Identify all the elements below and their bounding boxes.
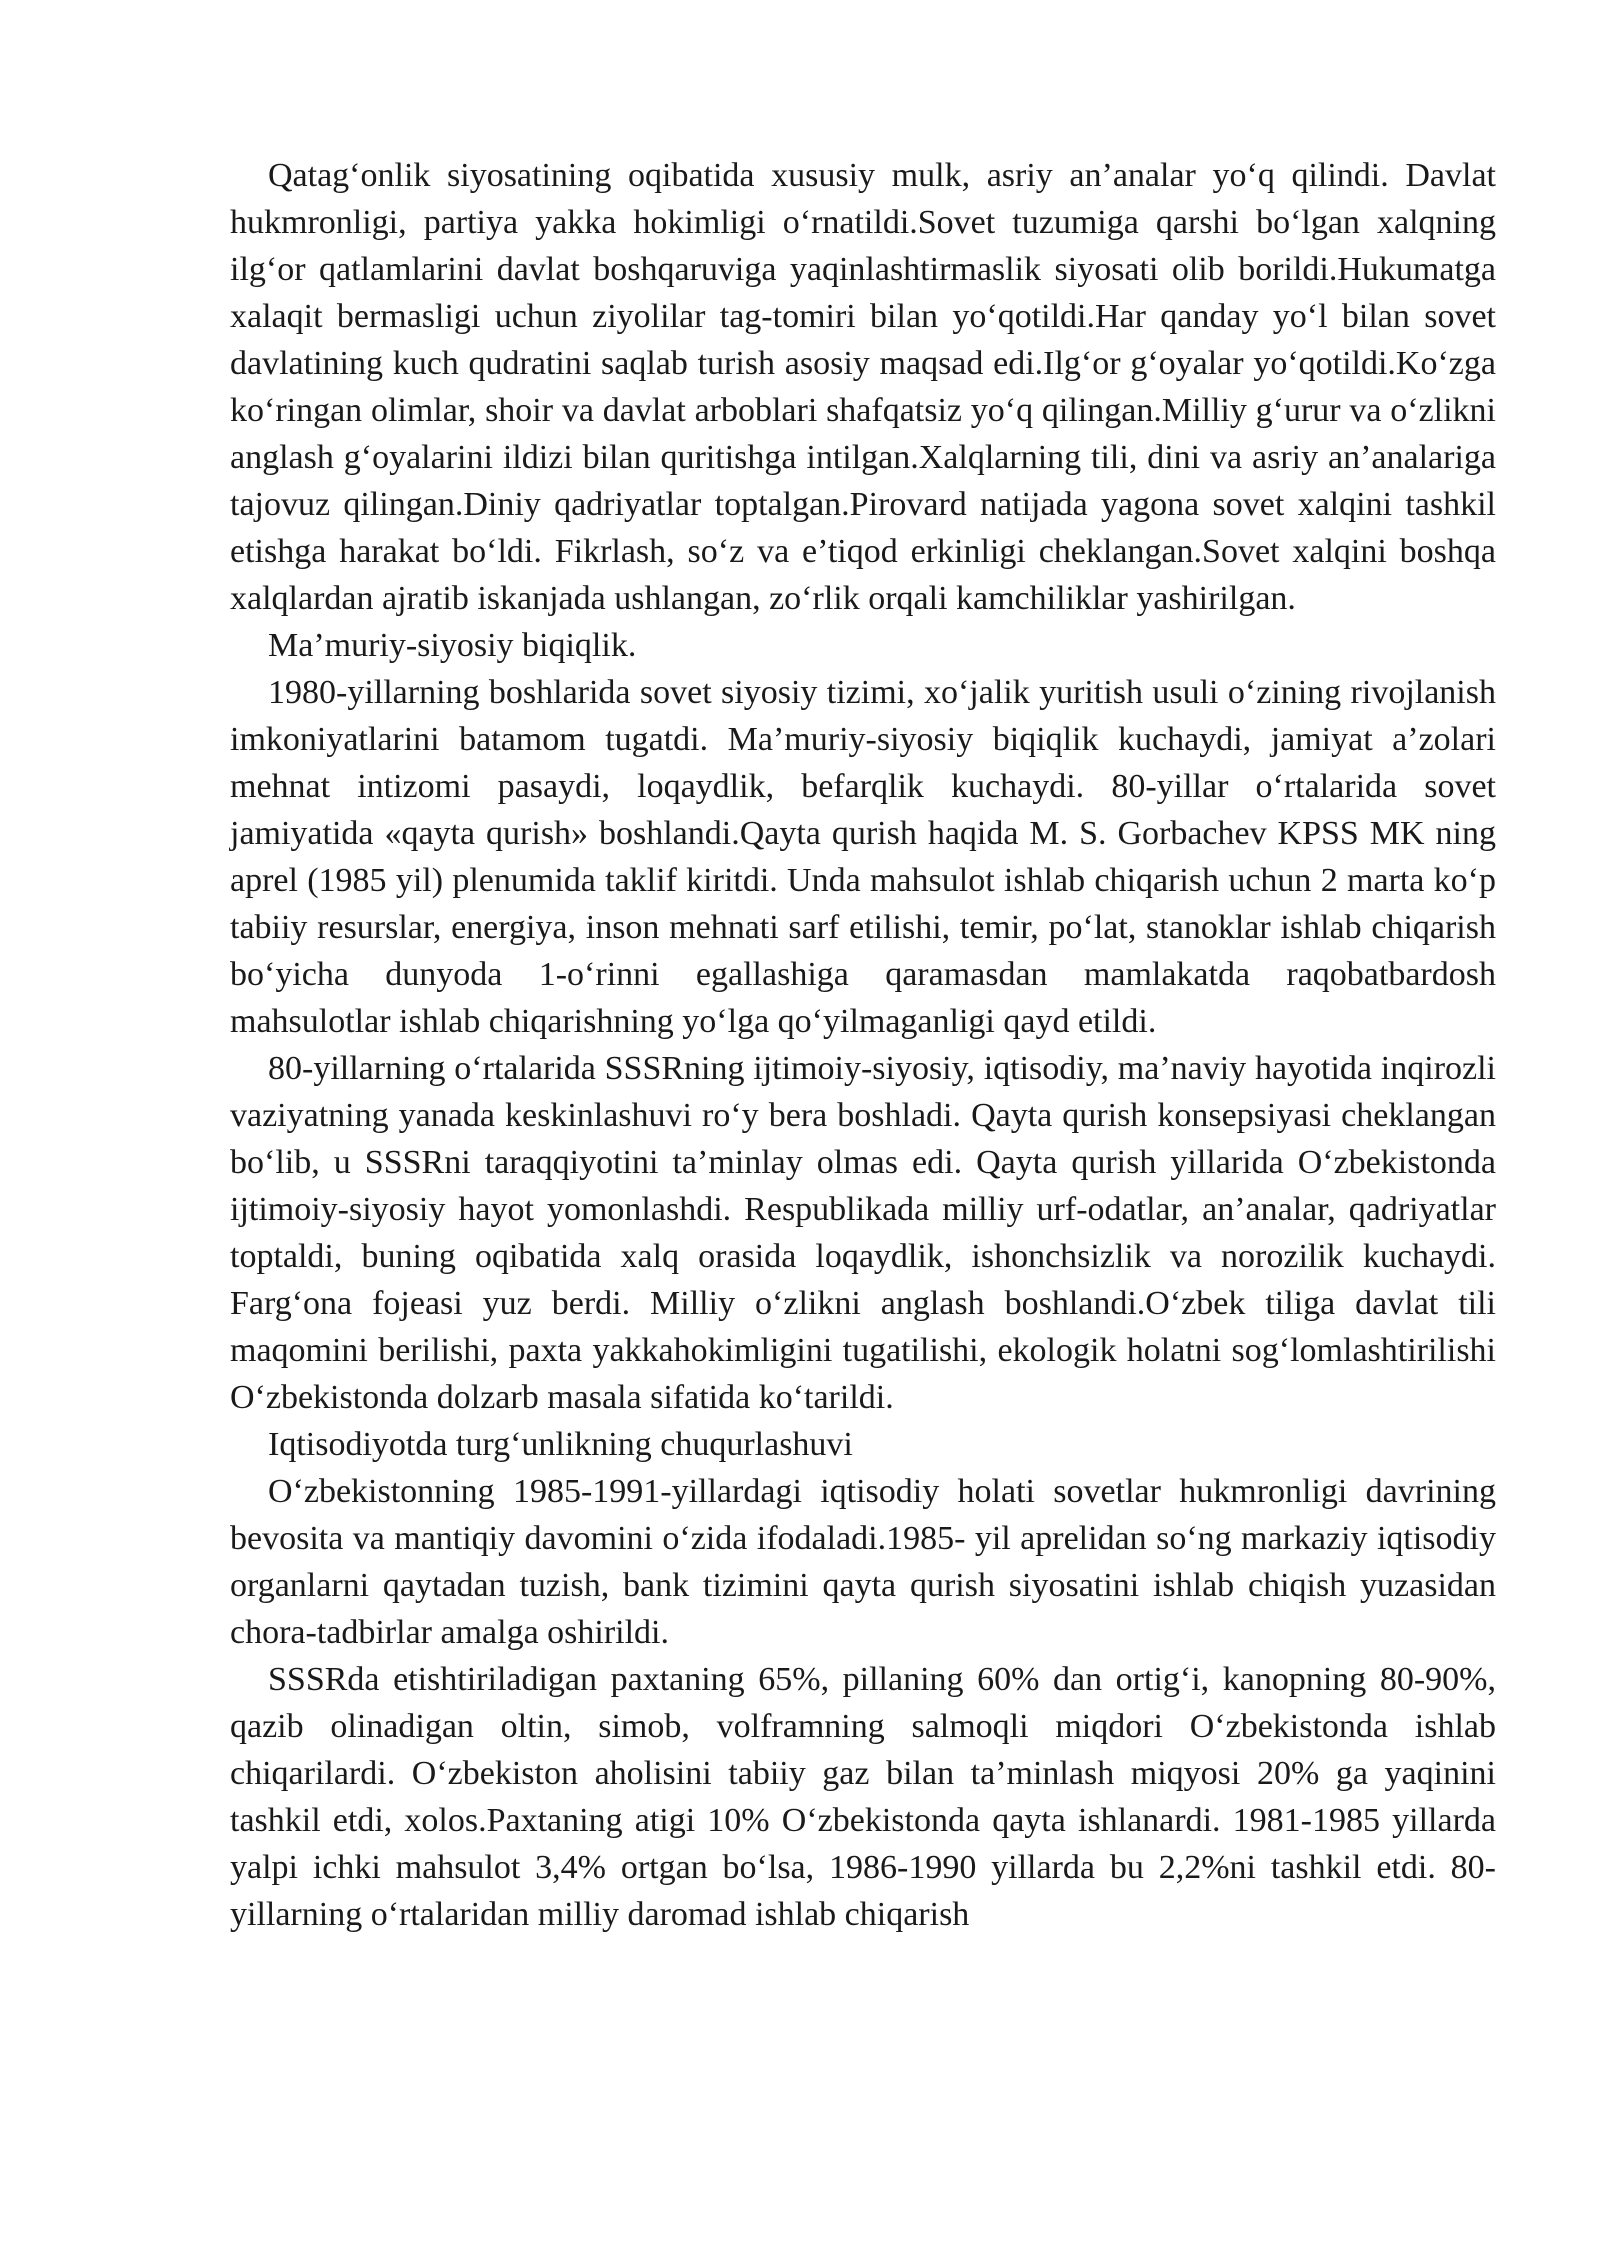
paragraph-production-statistics: SSSRda etishtiriladigan paxtaning 65%, pillaning 60% dan ortig‘i, kanopning 80-90%, qazib olinadigan oltin, simob, volframning salmoqli miqdori O‘zbekistonda ishlab chiqarilardi. O‘zbekiston aholisini tabiiy gaz bilan ta’minlash miqyosi 20% ga yaqinini tashkil etdi, xolos.Paxtaning atigi 10% O‘zbekistonda qayta ishlanardi. 1981-1985 yillarda yalpi ichki mahsulot 3,4% ortgan bo‘lsa, 1986-1990 yillarda bu 2,2%ni tashkil etdi. 80-yillarning o‘rtalaridan milliy daromad ishlab chiqarish <box>230 1661 1496 1933</box>
paragraph-repression-consequences: Qatag‘onlik siyosatining oqibatida xususiy mulk, asriy an’analar yo‘q qilindi. Davlat hukmronligi, partiya yakka hokimligi o‘rnatildi.Sovet tuzumiga qarshi bo‘lgan xalqning ilg‘or qatlamlarini davlat boshqaruviga yaqinlashtirmaslik siyosati olib borildi.Hukumatga xalaqit bermasligi uchun ziyolilar tag-tomiri bilan yo‘qotildi.Har qanday yo‘l bilan sovet davlatining kuch qudratini saqlab turish asosiy maqsad edi.Ilg‘or g‘oyalar yo‘qotildi.Ko‘zga ko‘ringan olimlar, shoir va davlat arboblari shafqatsiz yo‘q qilingan.Milliy g‘urur va o‘zlikni anglash g‘oyalarini ildizi bilan quritishga intilgan.Xalqlarning tili, dini va asriy an’analariga tajovuz qilingan.Diniy qadriyatlar toptalgan.Pirovard natijada yagona sovet xalqini tashkil etishga harakat bo‘ldi. Fikrlash, so‘z va e’tiqod erkinligi cheklangan.Sovet xalqini boshqa xalqlardan ajratib iskanjada ushlangan, zo‘rlik orqali kamchiliklar yashirilgan. <box>230 157 1496 617</box>
paragraph-1980s-perestroika: 1980-yillarning boshlarida sovet siyosiy tizimi, xo‘jalik yuritish usuli o‘zining rivojlanish imkoniyatlarini batamom tugatdi. Ma’muriy-siyosiy biqiqlik kuchaydi, jamiyat a’zolari mehnat intizomi pasaydi, loqaydlik, befarqlik kuchaydi. 80-yillar o‘rtalarida sovet jamiyatida «qayta qurish» boshlandi.Qayta qurish haqida M. S. Gorbachev KPSS MK ning aprel (1985 yil) plenumida taklif kiritdi. Unda mahsulot ishlab chiqarish uchun 2 marta ko‘p tabiiy resurslar, energiya, inson mehnati sarf etilishi, temir, po‘lat, stanoklar ishlab chiqarish bo‘yicha dunyoda 1-o‘rinni egallashiga qaramasdan mamlakatda raqobatbardosh mahsulotlar ishlab chiqarishning yo‘lga qo‘yilmaganligi qayd etildi. <box>230 674 1496 1040</box>
paragraph-mid-80s-crisis: 80-yillarning o‘rtalarida SSSRning ijtimoiy-siyosiy, iqtisodiy, ma’naviy hayotida inqirozli vaziyatning yanada keskinlashuvi ro‘y bera boshladi. Qayta qurish konsepsiyasi cheklangan bo‘lib, u SSSRni taraqqiyotini ta’minlay olmas edi. Qayta qurish yillarida O‘zbekistonda ijtimoiy-siyosiy hayot yomonlashdi. Respublikada milliy urf-odatlar, an’analar, qadriyatlar toptaldi, buning oqibatida xalq orasida loqaydlik, ishonchsizlik va norozilik kuchaydi. Farg‘ona fojeasi yuz berdi. Milliy o‘zlikni anglash boshlandi.O‘zbek tiliga davlat tili maqomini berilishi, paxta yakkahokimligini tugatilishi, ekologik holatni sog‘lomlashtirilishi O‘zbekistonda dolzarb masala sifatida ko‘tarildi. <box>230 1050 1496 1416</box>
heading-administrative-stagnation: Ma’muriy-siyosiy biqiqlik. <box>268 627 637 664</box>
paragraph-uzbekistan-economy-1985-1991: O‘zbekistonning 1985-1991-yillardagi iqtisodiy holati sovetlar hukmronligi davrining bevosita va mantiqiy davomini o‘zida ifodaladi.1985- yil aprelidan so‘ng markaziy iqtisodiy organlarni qaytadan tuzish, bank tizimini qayta qurish siyosatini ishlab chiqish yuzasidan chora-tadbirlar amalga oshirildi. <box>230 1473 1496 1651</box>
heading-economic-stagnation: Iqtisodiyotda turg‘unlikning chuqurlashuvi <box>268 1426 853 1463</box>
document-page <box>230 152 1496 1938</box>
